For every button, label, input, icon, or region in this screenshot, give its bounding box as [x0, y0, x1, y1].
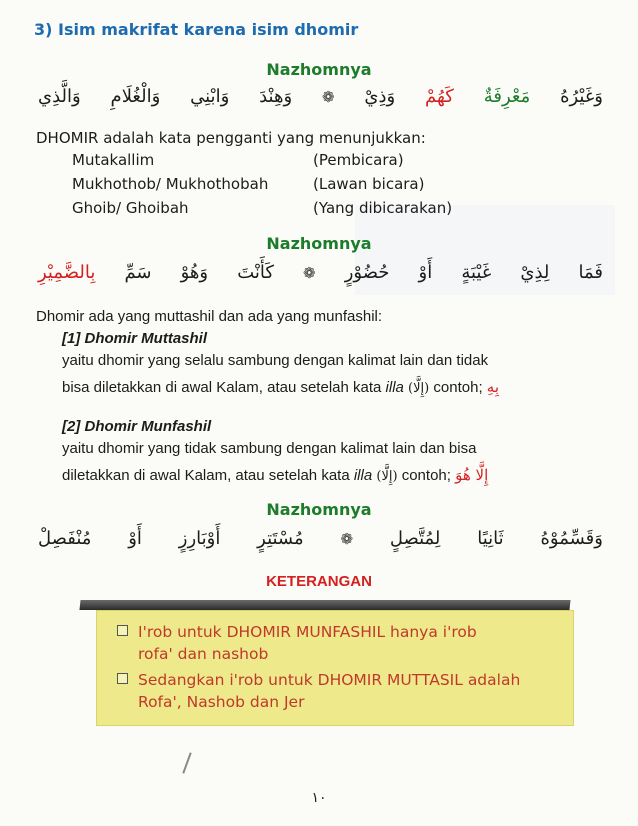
example-arabic: إِلَّا هُوَ	[455, 466, 489, 484]
type-meaning: (Lawan bicara)	[313, 175, 425, 193]
verse1-word: وَهِنْدَ	[259, 86, 293, 107]
type-term: Mutakallim	[72, 151, 155, 169]
pen-mark	[182, 752, 191, 773]
verse3-word: مُسْتَتِرٍ	[257, 528, 304, 549]
intro-muttashil-munfashil: Dhomir ada yang muttashil dan ada yang munfashil:	[36, 308, 383, 325]
verse2-word: لِذِيْ	[520, 262, 550, 283]
illa-word: illa	[385, 379, 404, 396]
verse1-word: وَذِيْ	[364, 86, 396, 107]
verse1-word: وَغَيْرُهُ	[560, 86, 603, 107]
section-title-munfashil: [2] Dhomir Munfashil	[62, 418, 212, 435]
verse1-word-highlight: مَعْرِفَةٌ	[483, 86, 531, 107]
verse2-word: وَهُوْ	[180, 262, 209, 283]
note-line: Sedangkan i'rob untuk DHOMIR MUTTASIL adalah	[138, 671, 521, 689]
type-meaning: (Yang dibicarakan)	[313, 199, 453, 217]
verse2-word: غَيْبَةٍ	[461, 262, 492, 283]
section-text-muttashil: yaitu dhomir yang selalu sambung dengan kalimat lain dan tidak	[62, 352, 489, 369]
verse3-word: لِمُتَّصِلٍ	[389, 528, 441, 549]
text: bisa diletakkan di awal Kalam, atau setelah kata	[62, 379, 386, 396]
verse1-word: وَالْغُلَامِ	[110, 86, 161, 107]
nazhom-label-1: Nazhomnya	[266, 60, 372, 79]
illa-arabic: (إِلَّا)	[408, 381, 430, 396]
illa-word: illa	[353, 467, 373, 484]
keterangan-heading: KETERANGAN	[266, 573, 372, 590]
verse2-word: أَوْ	[418, 262, 433, 283]
nazhom-verse-2	[38, 262, 603, 283]
section-text-munfashil: yaitu dhomir yang tidak sambung dengan kalimat lain dan bisa	[62, 440, 477, 457]
nazhom-verse-3	[38, 528, 603, 549]
verse2-word: كَأَنْتَ	[237, 262, 274, 283]
note-line: rofa' dan nashob	[138, 645, 269, 663]
flower-separator-icon: ❁	[322, 87, 335, 106]
nazhom-label-2: Nazhomnya	[266, 234, 372, 253]
verse3-word: أَوْ	[128, 528, 142, 549]
section-heading: 3) Isim makrifat karena isim dhomir	[34, 20, 359, 39]
verse2-word: سَمِّ	[124, 262, 152, 283]
flower-separator-icon: ❁	[303, 263, 316, 282]
section-text-muttashil-2	[62, 376, 499, 400]
checkbox-bullet-icon	[117, 673, 128, 684]
verse3-word: وَقَسِّمُوْهُ	[540, 528, 603, 549]
keterangan-bar	[79, 600, 570, 610]
verse1-word-highlight: كَهُمْ	[425, 86, 454, 107]
verse1-word: وَابْنِي	[190, 86, 230, 107]
section-text-munfashil-2	[62, 464, 488, 488]
dhomir-definition: DHOMIR adalah kata pengganti yang menunjukkan:	[36, 129, 426, 147]
type-term: Ghoib/ Ghoibah	[72, 199, 189, 217]
example-arabic: بِهِ	[486, 378, 499, 396]
verse3-word: ثَانِيًا	[477, 528, 504, 549]
verse2-word-highlight: بِالضَّمِيْرِ	[38, 262, 96, 283]
type-term: Mukhothob/ Mukhothobah	[72, 175, 269, 193]
verse3-word: مُنْفَصِلْ	[38, 528, 92, 549]
note-item	[117, 621, 567, 665]
nazhom-verse-1	[38, 86, 603, 107]
text: diletakkan di awal Kalam, atau setelah kata	[62, 467, 354, 484]
section-title-muttashil: [1] Dhomir Muttashil	[62, 330, 207, 347]
text: contoh;	[429, 379, 487, 396]
keterangan-box	[96, 610, 574, 726]
verse2-word: فَمَا	[578, 262, 603, 283]
flower-separator-icon: ❁	[340, 529, 354, 548]
checkbox-bullet-icon	[117, 625, 128, 636]
verse3-word: أَوْبَارِزٍ	[178, 528, 221, 549]
text: contoh;	[397, 467, 456, 484]
type-meaning: (Pembicara)	[313, 151, 404, 169]
note-line: Rofa', Nashob dan Jer	[138, 693, 305, 711]
page-number: ١٠	[311, 790, 327, 806]
note-item	[117, 669, 567, 713]
nazhom-label-3: Nazhomnya	[266, 500, 372, 519]
verse1-word: وَالَّذِي	[38, 86, 81, 107]
verse2-word: حُضُوْرٍ	[344, 262, 390, 283]
note-line: I'rob untuk DHOMIR MUNFASHIL hanya i'rob	[138, 623, 477, 641]
illa-arabic: (إِلَّا)	[376, 469, 398, 484]
